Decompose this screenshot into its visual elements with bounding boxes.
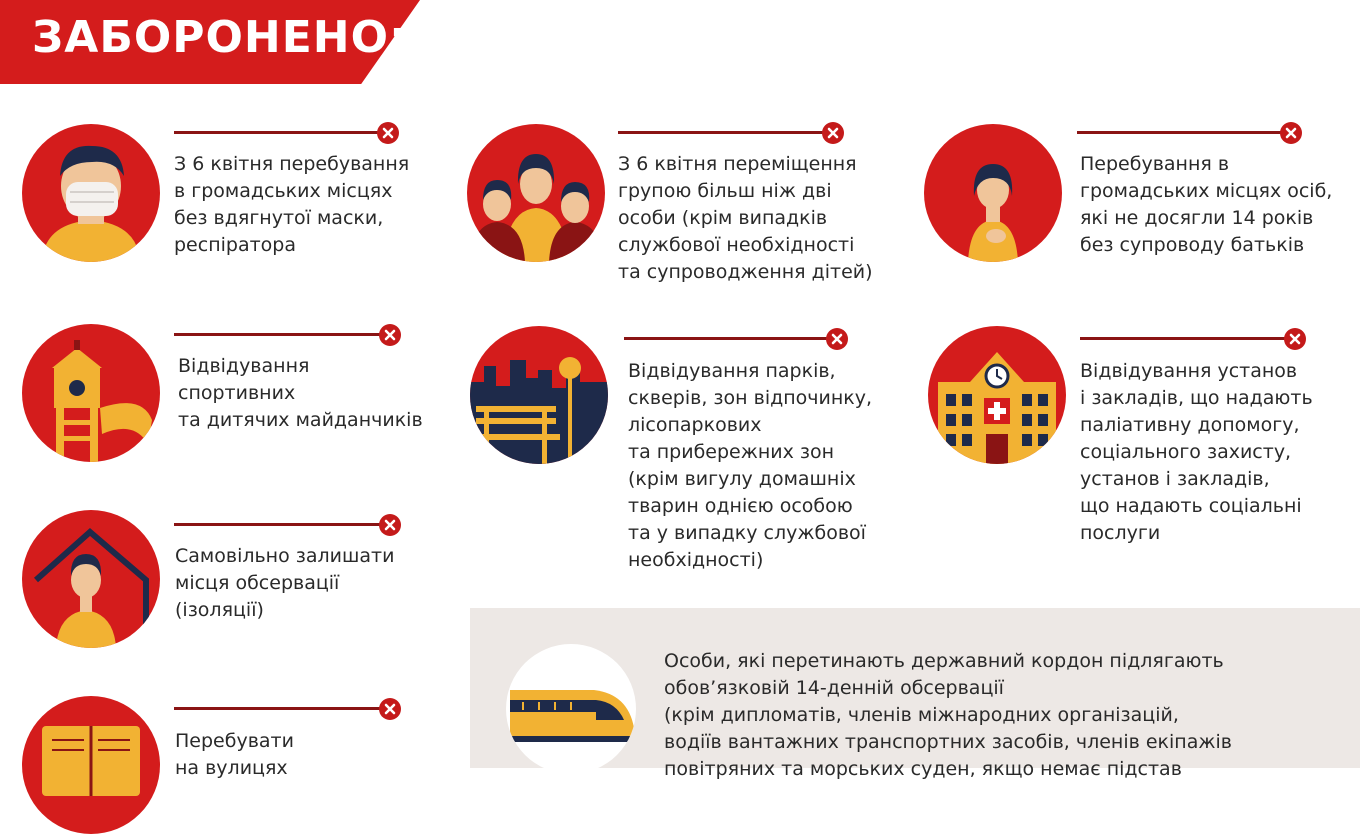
divider-line — [174, 523, 384, 526]
train-icon — [506, 644, 636, 774]
person-mask-icon — [22, 124, 160, 262]
item-text-mask: З 6 квітня перебування в громадських місцях без вдягнутої маски, респіратора — [174, 153, 410, 256]
child-alone-icon — [924, 124, 1062, 262]
prohibited-x-icon — [822, 122, 844, 144]
divider-line — [174, 131, 380, 134]
divider-line — [174, 333, 384, 336]
item-text-child: Перебування в громадських місцях осіб, які не досягли 14 років без супроводу батьків — [1080, 153, 1333, 256]
page-title: ЗАБОРОНЕНО: — [32, 12, 408, 63]
prohibited-x-icon — [379, 514, 401, 536]
item-text-building: Відвідування установ і закладів, що надають паліативну допомогу, соціального захисту, установ і закладів, що надають соціальні послуги — [1080, 360, 1313, 544]
divider-line — [1077, 131, 1285, 134]
building-icon — [928, 326, 1066, 464]
divider-line — [174, 707, 384, 710]
street-icon — [22, 696, 160, 834]
item-text-group: З 6 квітня переміщення групою більш ніж дві особи (крім випадків службової необхідності та супроводження дітей) — [618, 153, 873, 283]
group-people-icon — [467, 124, 605, 262]
item-text-playground: Відвідування спортивних та дитячих майданчиків — [178, 355, 423, 431]
prohibited-x-icon — [379, 324, 401, 346]
item-text-isolation: Самовільно залишати місця обсервації (ізоляції) — [175, 545, 395, 621]
prohibited-x-icon — [1284, 328, 1306, 350]
divider-line — [1080, 337, 1288, 340]
isolation-house-icon — [22, 510, 160, 648]
item-text-park: Відвідування парків, скверів, зон відпочинку, лісопаркових та прибережних зон (крім вигулу домашніх тварин однією особою та у випадку службової необхідності) — [628, 360, 873, 571]
prohibited-x-icon — [1280, 122, 1302, 144]
border-note-text: Особи, які перетинають державний кордон підлягають обов’язковій 14-денній обсервації (крім дипломатів, членів міжнародних організацій, водіїв вантажних транспортних засобів, членів екіпажів повітряних та морських суден, якщо немає підстав — [664, 650, 1232, 780]
divider-line — [624, 337, 830, 340]
playground-icon — [22, 324, 160, 462]
divider-line — [618, 131, 826, 134]
prohibited-x-icon — [826, 328, 848, 350]
prohibited-x-icon — [379, 698, 401, 720]
item-text-street: Перебувати на вулицях — [175, 730, 294, 779]
park-bench-icon — [470, 326, 608, 464]
prohibited-x-icon — [377, 122, 399, 144]
